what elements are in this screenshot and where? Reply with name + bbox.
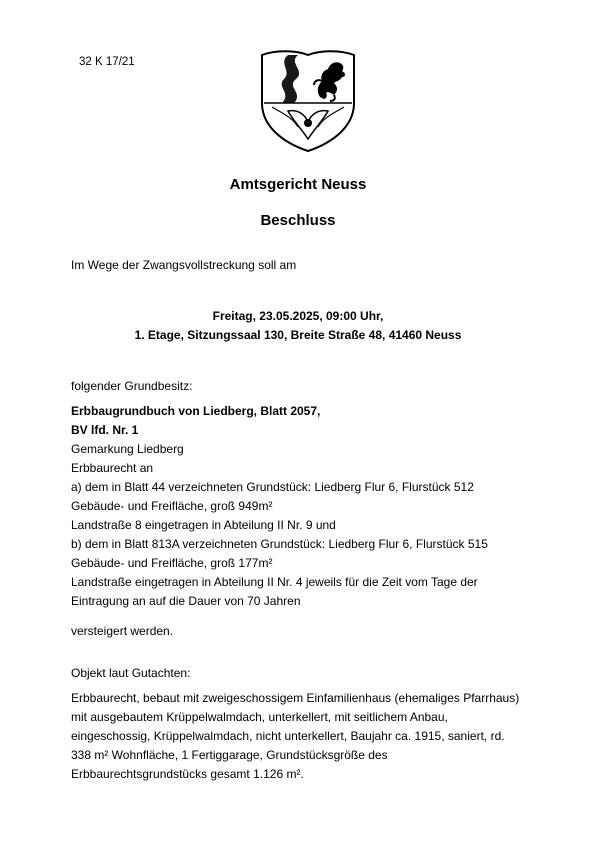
coat-of-arms-emblem: [258, 47, 358, 153]
appraisal-line: Erbbaurechtsgrundstücks gesamt 1.126 m².: [71, 767, 304, 781]
appraisal-line: mit ausgebautem Krüppelwalmdach, unterkellert, mit seitlichem Anbau,: [71, 710, 448, 724]
appointment-location: 1. Etage, Sitzungssaal 130, Breite Straße 48, 41460 Neuss: [134, 328, 462, 342]
property-line: Landstraße 8 eingetragen in Abteilung II Nr. 9 und: [71, 518, 336, 532]
appraisal-line: Erbbaurecht, bebaut mit zweigeschossigem Einfamilienhaus (ehemaliges Pfarrhaus): [71, 691, 520, 705]
appraisal-line: 338 m² Wohnfläche, 1 Fertiggarage, Grundstücksgröße des: [71, 748, 388, 762]
document-type-heading: Beschluss: [260, 212, 336, 229]
property-line: Erbbaurecht an: [71, 461, 154, 475]
property-line: Gemarkung Liedberg: [71, 442, 184, 456]
property-line: Landstraße eingetragen in Abteilung II Nr. 4 jeweils für die Zeit vom Tage der: [71, 575, 478, 589]
property-bv-number: BV lfd. Nr. 1: [71, 423, 139, 437]
appraisal-intro: Objekt laut Gutachten:: [71, 666, 191, 680]
property-line: Gebäude- und Freifläche, groß 177m²: [71, 556, 273, 570]
appointment-date-time: Freitag, 23.05.2025, 09:00 Uhr,: [212, 309, 384, 323]
property-line: a) dem in Blatt 44 verzeichneten Grundstück: Liedberg Flur 6, Flurstück 512: [71, 480, 474, 494]
appraisal-block: [71, 689, 571, 784]
property-register: Erbbaugrundbuch von Liedberg, Blatt 2057,: [71, 404, 321, 418]
property-line: Eintragung an auf die Dauer von 70 Jahren: [71, 594, 301, 608]
property-block: [71, 402, 571, 611]
case-number: 32 K 17/21: [79, 56, 135, 68]
property-line: b) dem in Blatt 813A verzeichneten Grundstück: Liedberg Flur 6, Flurstück 515: [71, 537, 488, 551]
appraisal-line: eingeschossig, Krüppelwalmdach, nicht unterkellert, Baujahr ca. 1915, saniert, rd.: [71, 729, 505, 743]
property-intro: folgender Grundbesitz:: [71, 379, 193, 393]
auction-phrase: versteigert werden.: [71, 624, 174, 638]
court-name: Amtsgericht Neuss: [229, 176, 367, 193]
property-line: Gebäude- und Freifläche, groß 949m²: [71, 499, 273, 513]
intro-text: Im Wege der Zwangsvollstreckung soll am: [71, 258, 297, 272]
